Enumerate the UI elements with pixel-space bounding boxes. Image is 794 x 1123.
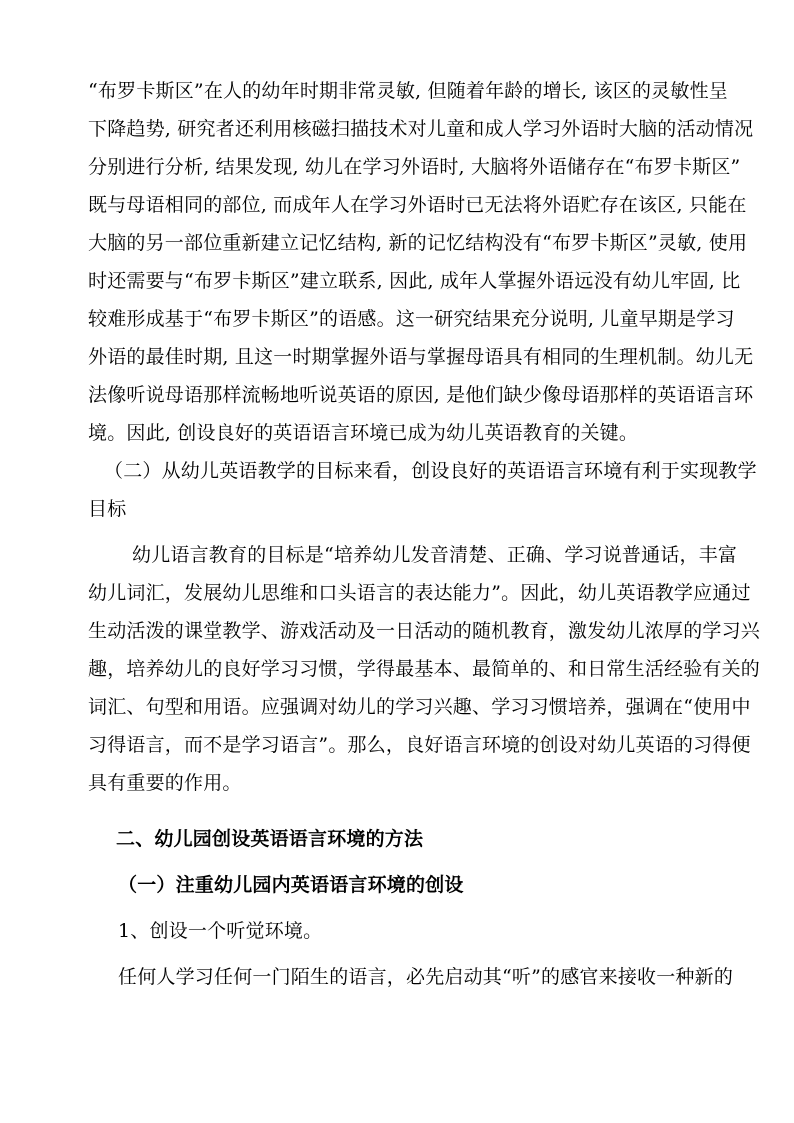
- subsection-heading: （一）注重幼儿园内英语语言环境的创设: [118, 874, 464, 896]
- paragraph-1-line-10: 境。因此, 创设良好的英语语言环境已成为幼儿英语教育的关键。: [88, 422, 639, 444]
- paragraph-1-line-7: 较难形成基于“布罗卡斯区”的语感。这一研究结果充分说明, 儿童早期是学习: [88, 308, 735, 330]
- paragraph-2-line-4: 趣，培养幼儿的良好学习习惯，学得最基本、最简单的、和日常生活经验有关的: [88, 658, 761, 680]
- paragraph-2-line-7: 具有重要的作用。: [88, 772, 242, 794]
- paragraph-2-line-3: 生动活泼的课堂教学、游戏活动及一日活动的随机教育，激发幼儿浓厚的学习兴: [88, 620, 761, 642]
- paragraph-2-line-5: 词汇、句型和用语。应强调对幼儿的学习兴趣、学习习惯培养，强调在“使用中: [88, 696, 751, 718]
- subheading-2-line-2: 目标: [88, 498, 127, 520]
- item-heading: 1、创设一个听觉环境。: [118, 920, 323, 942]
- paragraph-1-line-8: 外语的最佳时期, 且这一时期掌握外语与掌握母语具有相同的生理机制。幼儿无: [88, 346, 754, 368]
- subheading-2-line-1: （二）从幼儿英语教学的目标来看，创设良好的英语语言环境有利于实现教学: [104, 460, 757, 482]
- paragraph-2-line-1: 幼儿语言教育的目标是“培养幼儿发音清楚、正确、学习说普通话，丰富: [132, 544, 738, 566]
- paragraph-3-line-1: 任何人学习任何一门陌生的语言，必先启动其“听”的感官来接收一种新的: [118, 966, 734, 988]
- paragraph-1-line-4: 既与母语相同的部位, 而成年人在学习外语时已无法将外语贮存在该区, 只能在: [88, 194, 747, 216]
- paragraph-2-line-6: 习得语言，而不是学习语言”。那么，良好语言环境的创设对幼儿英语的习得便: [88, 734, 751, 756]
- paragraph-1-line-9: 法像听说母语那样流畅地听说英语的原因, 是他们缺少像母语那样的英语语言环: [88, 384, 754, 406]
- paragraph-1-line-1: “布罗卡斯区”在人的幼年时期非常灵敏, 但随着年龄的增长, 该区的灵敏性呈: [88, 80, 728, 102]
- section-heading: 二、幼儿园创设英语语言环境的方法: [116, 828, 424, 850]
- paragraph-1-line-3: 分别进行分析, 结果发现, 幼儿在学习外语时, 大脑将外语储存在“布罗卡斯区”: [88, 156, 741, 178]
- paragraph-1-line-6: 时还需要与“布罗卡斯区”建立联系, 因此, 成年人掌握外语远没有幼儿牢固, 比: [88, 270, 741, 292]
- paragraph-2-line-2: 幼儿词汇，发展幼儿思维和口头语言的表达能力”。因此，幼儿英语教学应通过: [88, 582, 751, 604]
- paragraph-1-line-5: 大脑的另一部位重新建立记忆结构, 新的记忆结构没有“布罗卡斯区”灵敏, 使用: [88, 232, 748, 254]
- paragraph-1-line-2: 下降趋势, 研究者还利用核磁扫描技术对儿童和成人学习外语时大脑的活动情况: [88, 118, 754, 140]
